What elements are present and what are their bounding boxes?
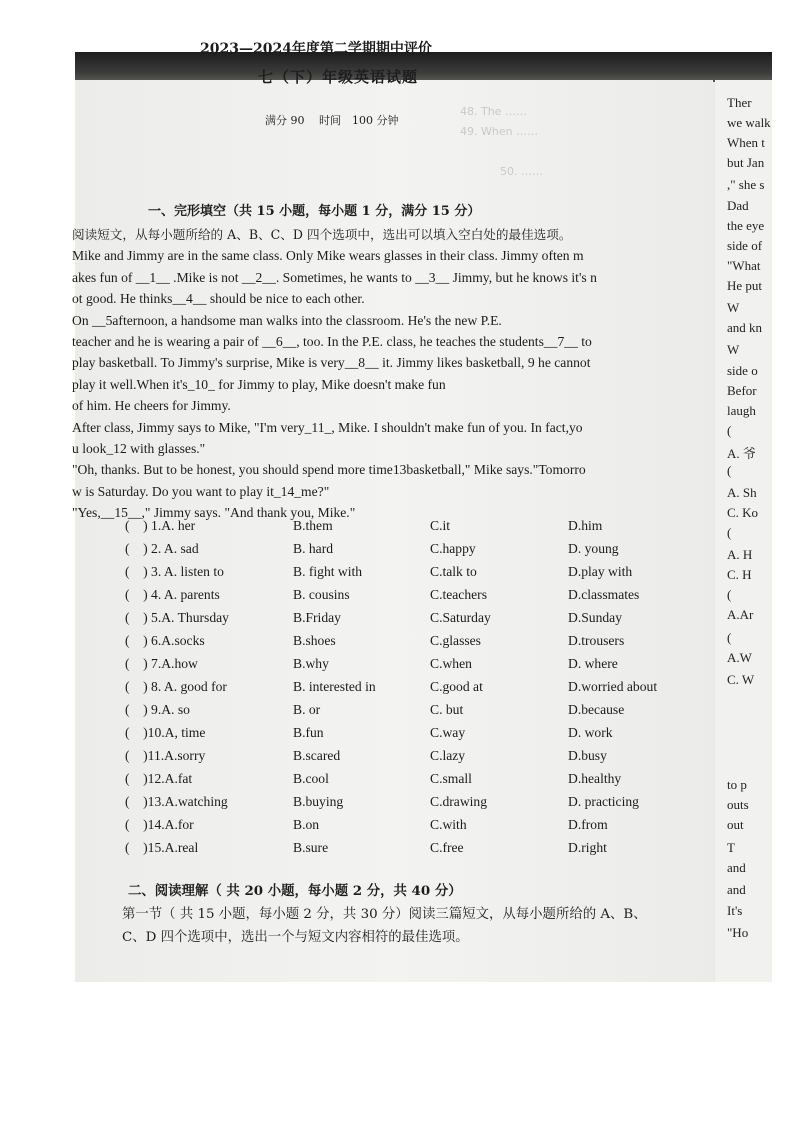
adjacent-page-text: and kn bbox=[727, 320, 763, 335]
option-choice: C.happy bbox=[430, 541, 476, 556]
question-option-a: ( )13.A.watching bbox=[125, 794, 228, 809]
adjacent-page-text: A.Ar bbox=[727, 607, 754, 622]
option-row bbox=[125, 744, 725, 767]
bleed-through-text: 49. When …… bbox=[460, 125, 539, 138]
option-row bbox=[125, 514, 725, 537]
option-row bbox=[125, 698, 725, 721]
adjacent-page-text: ( bbox=[727, 525, 732, 540]
option-choice: B. cousins bbox=[293, 587, 350, 602]
exam-subtitle: 七（下）年级英语试题 bbox=[258, 68, 419, 86]
option-choice: C.glasses bbox=[430, 633, 481, 648]
adjacent-page-text: C. Ko bbox=[727, 505, 759, 520]
question-option-a: ( ) 1.A. her bbox=[125, 518, 196, 533]
passage-line: w is Saturday. Do you want to play it_14_me?" bbox=[72, 483, 330, 499]
option-choice: C.way bbox=[430, 725, 466, 740]
adjacent-page-text: "What bbox=[727, 258, 761, 273]
passage-line: u look_12 with glasses." bbox=[72, 440, 206, 456]
section2-instruction-1: 第一节（ 共 15 小题，每小题 2 分，共 30 分）阅读三篇短文，从每小题所给的 A、B、 bbox=[122, 907, 647, 922]
question-option-a: ( ) 9.A. so bbox=[125, 702, 190, 717]
adjacent-page-text: side of bbox=[727, 238, 763, 253]
adjacent-page-text: the eye bbox=[727, 218, 765, 233]
cloze-options bbox=[125, 514, 725, 859]
option-choice: B. or bbox=[293, 702, 321, 717]
question-option-a: ( ) 5.A. Thursday bbox=[125, 610, 229, 625]
adjacent-page-text: W bbox=[727, 342, 740, 357]
option-choice: B.cool bbox=[293, 771, 329, 786]
question-option-a: ( )10.A, time bbox=[125, 725, 206, 740]
option-row bbox=[125, 560, 725, 583]
option-choice: C.Saturday bbox=[430, 610, 491, 625]
adjacent-page-text: ( bbox=[727, 587, 732, 602]
option-choice: C.lazy bbox=[430, 748, 466, 763]
passage-line: of him. He cheers for Jimmy. bbox=[72, 398, 231, 414]
adjacent-page-text: laugh bbox=[727, 403, 756, 418]
adjacent-page-text: Ther bbox=[727, 95, 752, 110]
adjacent-page-text: ( bbox=[727, 463, 732, 478]
adjacent-page-text: and bbox=[727, 860, 746, 875]
adjacent-page-text: out bbox=[727, 817, 744, 832]
option-choice: C.talk to bbox=[430, 564, 477, 579]
option-choice: D.because bbox=[568, 702, 625, 717]
adjacent-page-text: to p bbox=[727, 777, 747, 792]
option-choice: D.right bbox=[568, 840, 607, 855]
option-row bbox=[125, 629, 725, 652]
option-choice: D.trousers bbox=[568, 633, 625, 648]
option-row bbox=[125, 675, 725, 698]
question-option-a: ( )11.A.sorry bbox=[125, 748, 206, 763]
adjacent-page-text: "Ho bbox=[727, 925, 749, 940]
passage-line: akes fun of __1__ .Mike is not __2__. Sometimes, he wants to __3__ Jimmy, but he knows it's n bbox=[72, 269, 597, 285]
passage-line: play basketball. To Jimmy's surprise, Mike is very__8__ it. Jimmy likes basketball, 9 he cannot bbox=[72, 355, 591, 371]
option-choice: B.scared bbox=[293, 748, 341, 763]
option-choice: D.worried about bbox=[568, 679, 658, 694]
option-choice: C. but bbox=[430, 702, 464, 717]
option-choice: B.shoes bbox=[293, 633, 336, 648]
option-choice: D.him bbox=[568, 518, 603, 533]
option-choice: C.when bbox=[430, 656, 472, 671]
score-time-line: 满分 90 时间 100 分钟 bbox=[265, 114, 399, 127]
option-choice: D.from bbox=[568, 817, 608, 832]
adjacent-page-text: A. Sh bbox=[727, 485, 757, 500]
question-option-a: ( ) 7.A.how bbox=[125, 656, 198, 671]
adjacent-page-text: It's bbox=[727, 903, 743, 918]
option-choice: C.good at bbox=[430, 679, 483, 694]
option-choice: D. young bbox=[568, 541, 619, 556]
adjacent-page-text: ," she s bbox=[727, 177, 765, 192]
passage-line: play it well.When it's_10_ for Jimmy to play, Mike doesn't make fun bbox=[72, 376, 446, 392]
option-choice: B. interested in bbox=[293, 679, 376, 694]
option-choice: C.it bbox=[430, 518, 451, 533]
option-choice: D. where bbox=[568, 656, 618, 671]
option-choice: B.sure bbox=[293, 840, 329, 855]
adjacent-page-text: we walk bbox=[727, 115, 771, 130]
adjacent-page-text: C. H bbox=[727, 567, 752, 582]
option-choice: B.fun bbox=[293, 725, 324, 740]
question-option-a: ( ) 4. A. parents bbox=[125, 587, 220, 602]
adjacent-page-text: T bbox=[727, 840, 735, 855]
option-choice: B.on bbox=[293, 817, 320, 832]
question-option-a: ( ) 3. A. listen to bbox=[125, 564, 224, 579]
question-option-a: ( ) 2. A. sad bbox=[125, 541, 199, 556]
adjacent-page-text: outs bbox=[727, 797, 749, 812]
option-row bbox=[125, 836, 725, 859]
question-option-a: ( )15.A.real bbox=[125, 840, 199, 855]
adjacent-page-text: A. 爷 bbox=[727, 446, 756, 461]
adjacent-page-text: side o bbox=[727, 363, 758, 378]
question-option-a: ( )14.A.for bbox=[125, 817, 194, 832]
passage-line: After class, Jimmy says to Mike, "I'm very_11_, Mike. I shouldn't make fun of you. In fact,yo bbox=[72, 419, 583, 435]
adjacent-page-text: A.W bbox=[727, 650, 752, 665]
option-row bbox=[125, 583, 725, 606]
option-choice: C.drawing bbox=[430, 794, 488, 809]
option-choice: B.why bbox=[293, 656, 329, 671]
option-choice: C.teachers bbox=[430, 587, 487, 602]
passage-line: teacher and he is wearing a pair of __6__, too. In the P.E. class, he teaches the students__7__ to bbox=[72, 333, 592, 349]
passage-line: Mike and Jimmy are in the same class. Only Mike wears glasses in their class. Jimmy often m bbox=[72, 248, 584, 264]
adjacent-page-text: and bbox=[727, 882, 746, 897]
adjacent-page-text: When t bbox=[727, 135, 765, 150]
passage-line: "Yes,__15__," Jimmy says. "And thank you, Mike." bbox=[72, 505, 356, 521]
option-row bbox=[125, 790, 725, 813]
option-choice: D. practicing bbox=[568, 794, 639, 809]
option-choice: D. work bbox=[568, 725, 613, 740]
adjacent-page-text: A. H bbox=[727, 547, 753, 562]
option-choice: D.play with bbox=[568, 564, 633, 579]
cloze-instruction: 阅读短文，从每小题所给的 A、B、C、D 四个选项中，选出可以填入空白处的最佳选项。 bbox=[72, 227, 572, 242]
option-row bbox=[125, 652, 725, 675]
adjacent-page-text: C. W bbox=[727, 672, 755, 687]
option-choice: D.busy bbox=[568, 748, 607, 763]
option-choice: D.healthy bbox=[568, 771, 622, 786]
option-choice: B. fight with bbox=[293, 564, 363, 579]
option-row bbox=[125, 767, 725, 790]
question-option-a: ( ) 6.A.socks bbox=[125, 633, 205, 648]
adjacent-page-text: ( bbox=[727, 630, 732, 645]
option-choice: C.with bbox=[430, 817, 467, 832]
section2-instruction-2: C、D 四个选项中，选出一个与短文内容相符的最佳选项。 bbox=[122, 930, 469, 945]
adjacent-page-text: Dad bbox=[727, 198, 749, 213]
option-row bbox=[125, 537, 725, 560]
cloze-passage bbox=[72, 224, 712, 523]
adjacent-page-text: Befor bbox=[727, 383, 757, 398]
option-choice: D.Sunday bbox=[568, 610, 622, 625]
passage-line: "Oh, thanks. But to be honest, you should spend more time13basketball," Mike says."Tomorro bbox=[72, 462, 586, 478]
section2-heading: 二、阅读理解（ 共 20 小题，每小题 2 分，共 40 分） bbox=[128, 883, 462, 899]
bleed-through-text: 48. The …… bbox=[460, 105, 527, 118]
exam-title: 2023—2024年度第二学期期中评价 bbox=[200, 41, 432, 57]
passage-line: ot good. He thinks__4__ should be nice to each other. bbox=[72, 291, 365, 307]
option-choice: B.buying bbox=[293, 794, 344, 809]
bleed-through-text: 50. …… bbox=[500, 165, 543, 178]
option-choice: B. hard bbox=[293, 541, 334, 556]
section1-heading: 一、完形填空（共 15 小题，每小题 1 分，满分 15 分） bbox=[148, 204, 481, 219]
passage-line: On __5afternoon, a handsome man walks into the classroom. He's the new P.E. bbox=[72, 312, 502, 328]
adjacent-page-text: ( bbox=[727, 423, 732, 438]
option-row bbox=[125, 813, 725, 836]
option-choice: D.classmates bbox=[568, 587, 640, 602]
option-row bbox=[125, 606, 725, 629]
option-choice: C.free bbox=[430, 840, 464, 855]
option-choice: B.Friday bbox=[293, 610, 341, 625]
option-row bbox=[125, 721, 725, 744]
option-choice: C.small bbox=[430, 771, 472, 786]
question-option-a: ( ) 8. A. good for bbox=[125, 679, 227, 694]
adjacent-page-text: W bbox=[727, 300, 740, 315]
section2 bbox=[122, 880, 748, 949]
adjacent-page-text: He put bbox=[727, 278, 763, 293]
question-option-a: ( )12.A.fat bbox=[125, 771, 193, 786]
option-choice: B.them bbox=[293, 518, 333, 533]
adjacent-page-text: but Jan bbox=[727, 155, 765, 170]
